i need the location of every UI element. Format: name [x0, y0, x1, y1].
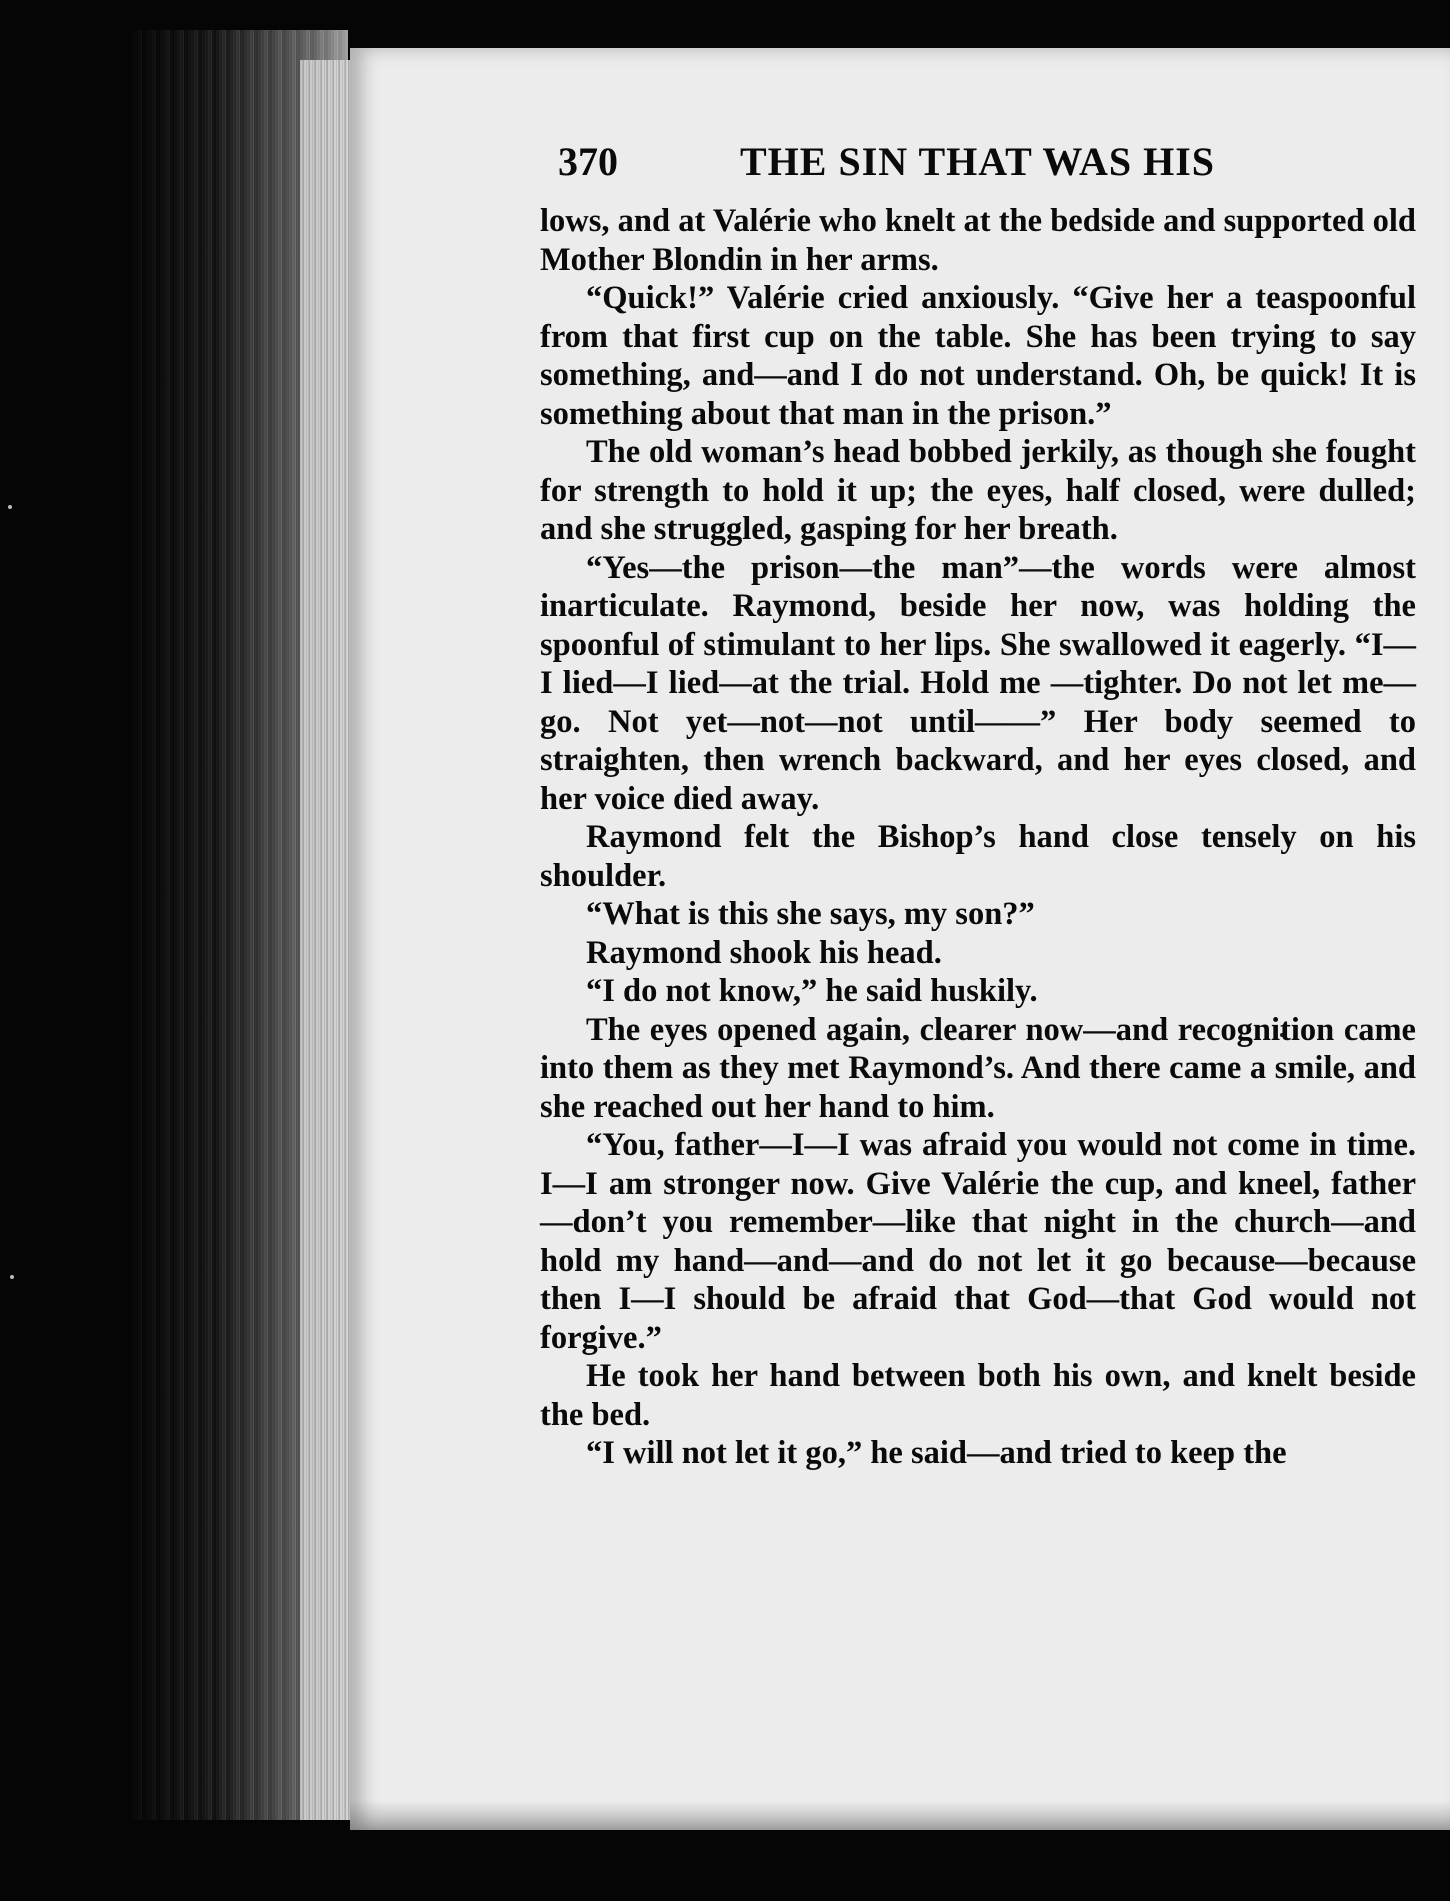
paragraph: “Quick!” Valérie cried anxiously. “Give her a teaspoonful from that first cup on the table. She has been trying to say something, and—and I do not understand. Oh, be quick! It is something about that man in the prison.”	[540, 280, 1416, 432]
paragraph: The eyes opened again, clearer now—and recognition came into them as they met Raymond’s. And there came a smile, and she reached out her hand to him.	[540, 1011, 1416, 1125]
paragraph: The old woman’s head bobbed jerkily, as though she fought for strength to hold it up; the eyes, half closed, were dulled; and she struggled, gasping for her breath.	[540, 434, 1416, 547]
scan-speck	[10, 1275, 14, 1279]
paragraph: “You, father—I—I was afraid you would not come in time. I—I am stronger now. Give Valérie the cup, and kneel, father—don’t you remember—like that night in the church—and hold my hand—and—and do not let it go because—because then I—I should be afraid that God—that God would not forgive.”	[540, 1127, 1416, 1356]
scan-speck	[8, 505, 12, 509]
page-bottom-shadow	[350, 1800, 1450, 1830]
paragraph: Raymond felt the Bishop’s hand close tensely on his shoulder.	[540, 819, 1416, 894]
page-number: 370	[558, 139, 618, 184]
page-header	[558, 138, 1318, 198]
paragraph: Raymond shook his head.	[586, 934, 942, 971]
running-title: THE SIN THAT WAS HIS	[740, 139, 1216, 184]
page-edge-light	[300, 60, 355, 1820]
paragraph: “Yes—the prison—the man”—the words were almost inarticulate. Raymond, beside her now, was holding the spoonful of stimulant to her lips. She swallowed it eagerly. “I—I lied—I lied—at the trial. Hold me —tighter. Do not let me—go. Not yet—not—not until——” Her body seemed to straighten, then wrench backward, and her eyes closed, and her voice died away.	[540, 549, 1416, 817]
paragraph: He took her hand between both his own, and knelt beside the bed.	[540, 1358, 1416, 1433]
paragraph: “What is this she says, my son?”	[586, 896, 1035, 932]
body-text	[540, 202, 1416, 1473]
paragraph: lows, and at Valérie who knelt at the bedside and supported old Mother Blondin in her arms.	[540, 203, 1416, 278]
paragraph: “I will not let it go,” he said—and tried to keep the	[586, 1435, 1287, 1471]
paragraph: “I do not know,” he said huskily.	[586, 973, 1038, 1009]
